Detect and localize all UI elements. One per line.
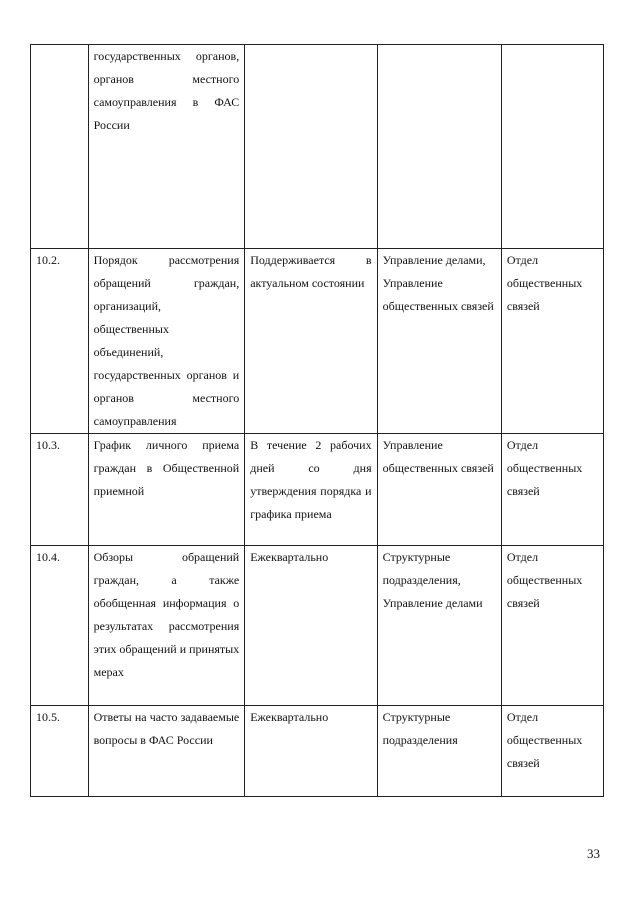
row-number: 10.2. — [31, 249, 89, 434]
row-executor: Отдел общественных связей — [501, 434, 603, 546]
table-row — [31, 249, 604, 434]
row-name: График личного приема граждан в Общественной приемной — [88, 434, 245, 546]
row-name: Обзоры обращений граждан, а также обобщенная информация о результатах рассмотрения этих обращений и принятых мерах — [88, 546, 245, 706]
row-executor: Отдел общественных связей — [501, 546, 603, 706]
row-name: Порядок рассмотрения обращений граждан, организаций, общественных объединений, государственных органов и органов местного самоуправления — [88, 249, 245, 434]
table-row — [31, 546, 604, 706]
table-row — [31, 706, 604, 797]
row-executor — [501, 45, 603, 249]
page-number: 33 — [587, 846, 600, 861]
row-responsible: Управление общественных связей — [377, 434, 501, 546]
row-term: Поддерживается в актуальном состоянии — [245, 249, 377, 434]
row-number: 10.5. — [31, 706, 89, 797]
row-term: Ежеквартально — [245, 706, 377, 797]
row-number — [31, 45, 89, 249]
row-responsible: Структурные подразделения, Управление делами — [377, 546, 501, 706]
row-name: Ответы на часто задаваемые вопросы в ФАС России — [88, 706, 245, 797]
row-responsible: Управление делами, Управление общественных связей — [377, 249, 501, 434]
row-responsible: Структурные подразделения — [377, 706, 501, 797]
row-executor: Отдел общественных связей — [501, 249, 603, 434]
plan-table — [30, 44, 604, 797]
table-row — [31, 434, 604, 546]
row-term: Ежеквартально — [245, 546, 377, 706]
row-term: В течение 2 рабочих дней со дня утверждения порядка и графика приема — [245, 434, 377, 546]
row-responsible — [377, 45, 501, 249]
row-executor: Отдел общественных связей — [501, 706, 603, 797]
row-number: 10.4. — [31, 546, 89, 706]
row-name: государственных органов, органов местного самоуправления в ФАС России — [88, 45, 245, 249]
row-number: 10.3. — [31, 434, 89, 546]
table-row — [31, 45, 604, 249]
row-term — [245, 45, 377, 249]
